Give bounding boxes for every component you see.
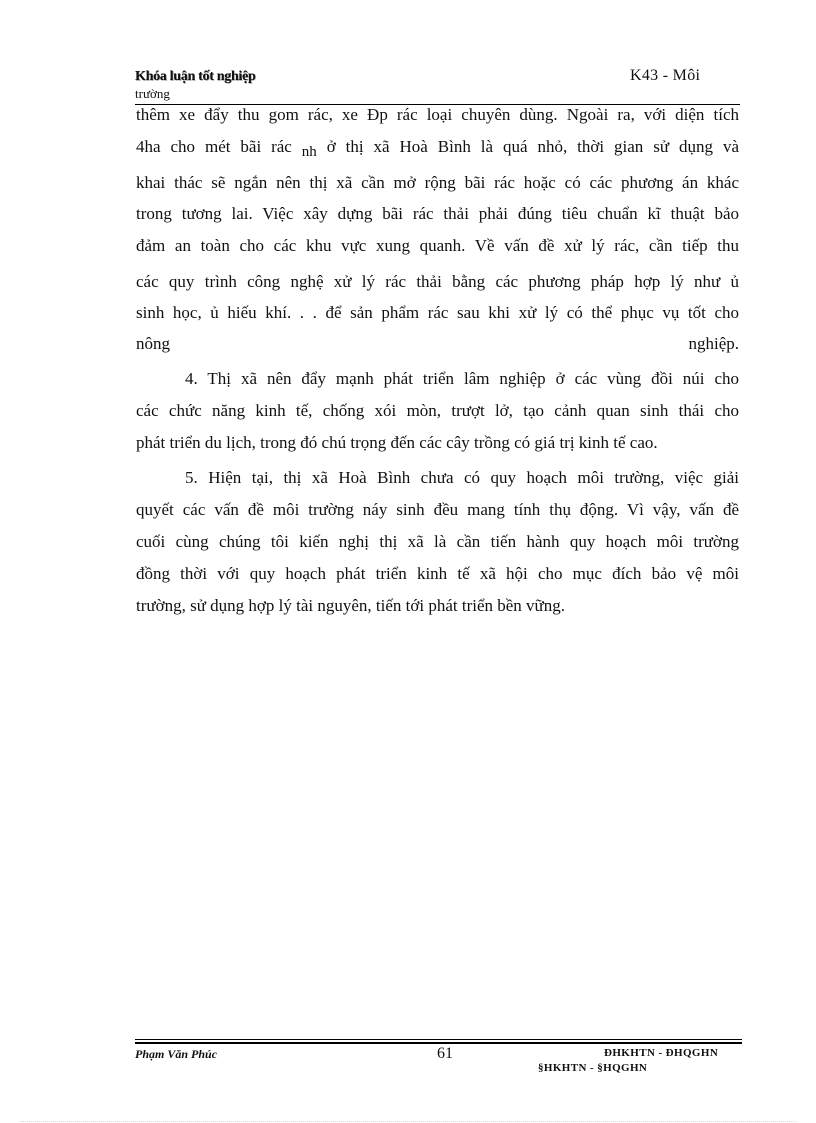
page-body <box>136 104 739 617</box>
body-line <box>136 333 739 355</box>
footer-institution: ĐHKHTN - ĐHQGHN <box>604 1047 719 1059</box>
paragraph-5-line: 5. Hiện tại, thị xã Hoà Bình chưa có quy hoạch môi trường, việc giải <box>185 468 739 487</box>
body-line-part: ở thị xã Hoà Bình là quá nhỏ, thời gian sử dụng và <box>326 137 739 156</box>
footer-rule-thick <box>135 1042 742 1044</box>
body-line-part: nông <box>136 334 170 353</box>
body-line: thêm xe đẩy thu gom rác, xe Đp rác loại chuyên dùng. Ngoài ra, với diện tích <box>136 105 739 124</box>
header-course: K43 - Môi <box>630 67 701 84</box>
paragraph-5-line: đồng thời với quy hoạch phát triển kinh tế xã hội cho mục đích bảo vệ môi <box>136 564 739 583</box>
body-line <box>136 136 739 158</box>
paragraph-4-line: phát triển du lịch, trong đó chú trọng đến các cây trồng có giá trị kinh tế cao. <box>136 433 658 452</box>
body-line: sinh học, ủ hiếu khí. . . để sản phẩm rác sau khi xử lý có thể phục vụ tốt cho <box>136 303 739 322</box>
footer-institution-alt: §HKHTN - §HQGHN <box>538 1062 648 1074</box>
body-line: trong tương lai. Việc xây dựng bãi rác thải phải đúng tiêu chuẩn kĩ thuật bảo <box>136 204 739 223</box>
paragraph-5-line: quyết các vấn đề môi trường náy sinh đều mang tính thụ động. Vì vậy, vấn đề <box>136 500 739 519</box>
paragraph-4-line: 4. Thị xã nên đẩy mạnh phát triển lâm nghiệp ở các vùng đồi núi cho <box>185 369 739 388</box>
body-line: đảm an toàn cho các khu vực xung quanh. Về vấn đề xử lý rác, cần tiếp thu <box>136 236 739 255</box>
footer-author: Phạm Văn Phúc <box>135 1047 218 1061</box>
body-line-part: nghiệp. <box>688 334 739 353</box>
header-title-line2: trường <box>135 86 170 101</box>
body-line-part: 4ha cho mét bãi rác <box>136 137 292 156</box>
page-edge <box>20 1121 796 1122</box>
body-line: khai thác sẽ ngắn nên thị xã cần mở rộng bãi rác hoặc có các phương án khác <box>136 173 739 192</box>
body-line: các quy trình công nghệ xử lý rác thải bằng các phương pháp hợp lý như ủ <box>136 272 739 291</box>
footer-rule-thin <box>135 1039 742 1040</box>
body-line-subscript: nh <box>301 144 317 158</box>
header-title-line1: Khóa luận tốt nghiệp <box>135 69 256 84</box>
paragraph-4-line: các chức năng kinh tế, chống xói mòn, trượt lở, tạo cảnh quan sinh thái cho <box>136 401 739 420</box>
header-title <box>135 68 255 102</box>
page-number: 61 <box>437 1045 453 1062</box>
paragraph-5-line: trường, sử dụng hợp lý tài nguyên, tiến tới phát triển bền vững. <box>136 596 566 615</box>
paragraph-5-line: cuối cùng chúng tôi kiến nghị thị xã là cần tiến hành quy hoạch môi trường <box>136 532 739 551</box>
